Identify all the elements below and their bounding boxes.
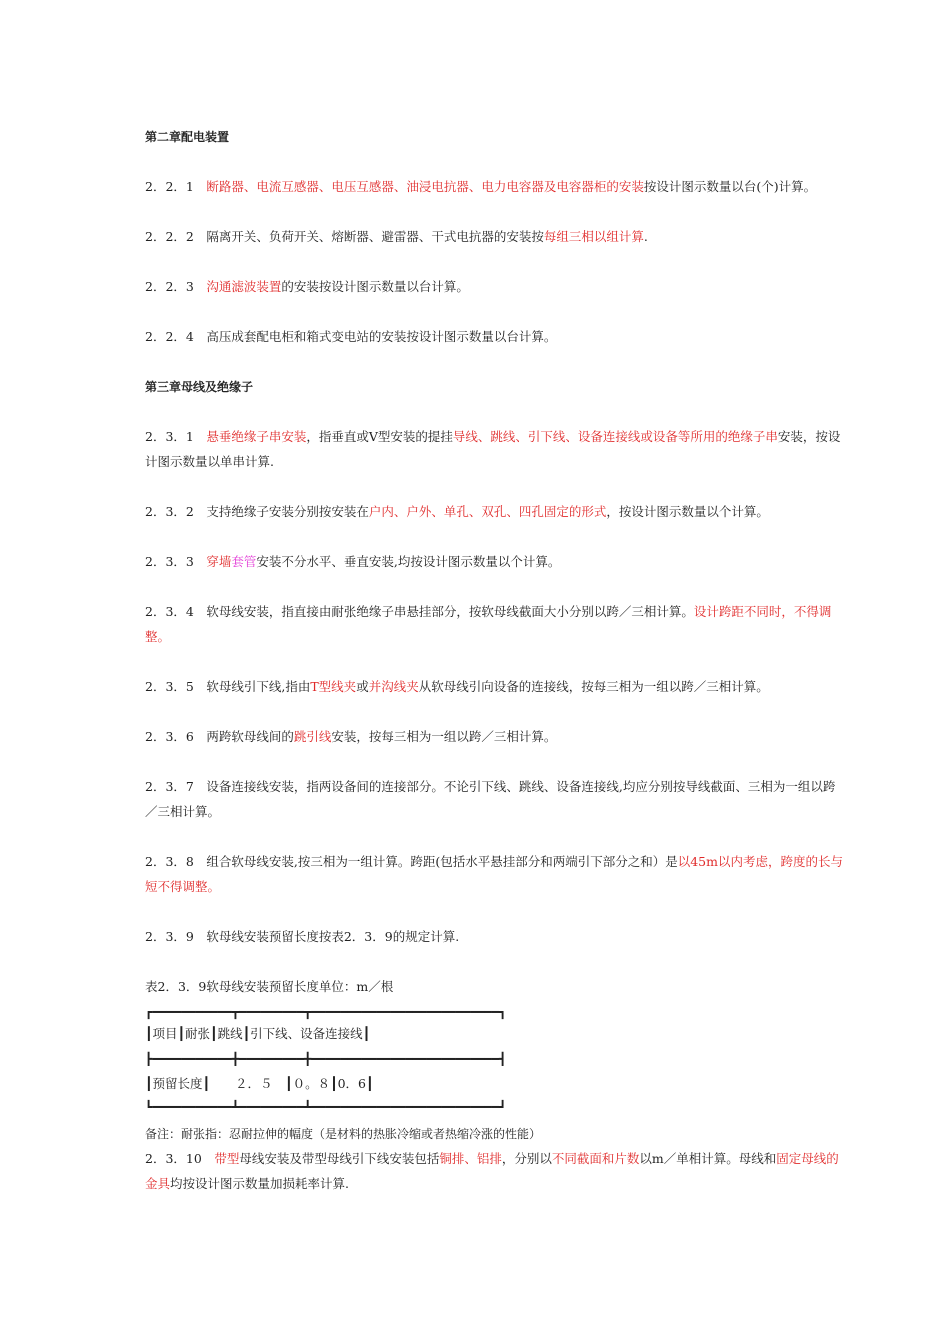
highlighted-text: 金具 — [145, 1176, 171, 1191]
text-span: 安装，按每三相为一组以跨／三相计算。 — [331, 729, 557, 744]
text-line — [145, 628, 170, 646]
text-span: 计图示数量以单串计算. — [145, 454, 274, 469]
text-line — [145, 678, 769, 696]
text-span: 安装不分水平、垂直安装,均按设计图示数量以个计算。 — [256, 554, 561, 569]
highlighted-text: 短不得调整。 — [145, 879, 221, 894]
text-span: 第二章配电装置 — [145, 130, 230, 144]
text-span: 均按设计图示数量加损耗率计算. — [170, 1176, 349, 1191]
text-span: 2．3．10 — [145, 1151, 215, 1166]
text-span: 2．3．3 — [145, 554, 207, 569]
text-line — [145, 928, 459, 946]
highlighted-text: 导线、跳线、引下线、设备连接线或设备等所用的绝缘子串 — [452, 429, 778, 444]
text-span: 2．2．3 — [145, 279, 207, 294]
text-line — [145, 1050, 506, 1068]
text-span: ┣━━━━━━━━━━━╋━━━━━━━━━╋━━━━━━━━━━━━━━━━━━━━━━━━━━┫ — [145, 1052, 507, 1066]
chapter-heading — [145, 128, 229, 146]
text-span: 第三章母线及绝缘子 — [145, 380, 254, 394]
text-line — [145, 1125, 541, 1143]
text-line — [145, 453, 274, 471]
highlighted-text: 户内、户外、单孔、双孔、四孔固定的形式 — [368, 504, 607, 519]
text-span: 从软母线引向设备的连接线，按每三相为一组以跨／三相计算。 — [418, 679, 769, 694]
text-line — [145, 428, 840, 446]
text-line — [145, 603, 831, 621]
highlighted-text: 跳引线 — [293, 729, 332, 744]
text-span: 2．3．8 组合软母线安装,按三相为一组计算。跨距(包括水平悬挂部分和两端引下部分之和）是 — [145, 854, 678, 869]
text-line — [145, 178, 816, 196]
text-span: ┃预留长度┃ ２．５ ┃０。８┃0．6┃ — [145, 1076, 374, 1091]
text-line — [145, 1075, 374, 1093]
text-span: 2．2．4 高压成套配电柜和箱式变电站的安装按设计图示数量以台计算。 — [145, 329, 557, 344]
text-span: 按设计图示数量以台(个)计算。 — [643, 179, 817, 194]
highlighted-text: 以45m以内考虑，跨度的长与 — [677, 854, 843, 869]
highlighted-text: 断路器、电流互感器、电压互感器、油浸电抗器、电力电容器及电容器柜的安装 — [206, 179, 644, 194]
text-span: 母线安装及带型母线引下线安装包括 — [239, 1151, 440, 1166]
text-line — [145, 278, 469, 296]
text-span: ／三相计算。 — [145, 804, 221, 819]
text-span: 2．3．9 软母线安装预留长度按表2．3．9的规定计算. — [145, 929, 460, 944]
text-line — [145, 1025, 370, 1043]
text-span: 或 — [356, 679, 369, 694]
highlighted-text: 穿墙 — [206, 554, 232, 569]
text-line — [145, 778, 835, 796]
text-line — [145, 1098, 506, 1116]
text-span: ┃项目┃耐张┃跳线┃引下线、设备连接线┃ — [145, 1026, 371, 1041]
text-span: 2．3．7 设备连接线安装，指两设备间的连接部分。不论引下线、跳线、设备连接线,均应分别按导线截面、三相为一组以跨 — [145, 779, 836, 794]
highlighted-text: 沟通滤波装置 — [206, 279, 282, 294]
text-span: 表2．3．9软母线安装预留长度单位：m／根 — [145, 979, 394, 994]
text-line — [145, 1175, 349, 1193]
highlighted-text: 整。 — [145, 629, 171, 644]
highlighted-text: 每组三相以组计算 — [543, 229, 644, 244]
text-line — [145, 803, 220, 821]
highlighted-text: 带型 — [214, 1151, 240, 1166]
text-line — [145, 978, 393, 996]
text-span: ┗━━━━━━━━━━━┻━━━━━━━━━┻━━━━━━━━━━━━━━━━━━━━━━━━━━┛ — [145, 1100, 507, 1114]
text-line — [145, 228, 648, 246]
text-span: ，指垂直或V型安装的提挂 — [306, 429, 453, 444]
highlighted-text: 不同截面和片数 — [551, 1151, 640, 1166]
text-span: 2．3．6 两跨软母线间的 — [145, 729, 294, 744]
text-span: ，按设计图示数量以个计算。 — [606, 504, 769, 519]
highlighted-text: 并沟线夹 — [368, 679, 419, 694]
highlighted-text: 悬垂绝缘子串安装 — [206, 429, 307, 444]
text-span: 安装，按设 — [777, 429, 841, 444]
text-span: ，分别以 — [501, 1151, 552, 1166]
text-span: 的安装按设计图示数量以台计算。 — [281, 279, 469, 294]
text-span: 2．3．2 支持绝缘子安装分别按安装在 — [145, 504, 369, 519]
text-span: 2．2．1 — [145, 179, 207, 194]
highlighted-text: 固定母线的 — [776, 1151, 839, 1166]
highlighted-text: T型线夹 — [310, 679, 357, 694]
highlighted-text: 铜排、铝排 — [439, 1151, 502, 1166]
text-line — [145, 553, 560, 571]
text-span: 2．3．5 软母线引下线,指由 — [145, 679, 311, 694]
text-span: 2．2．2 隔离开关、负荷开关、熔断器、避雷器、干式电抗器的安装按 — [145, 229, 544, 244]
text-line — [145, 1150, 839, 1168]
text-line — [145, 328, 556, 346]
text-span: 2．3．4 软母线安装，指直接由耐张绝缘子串悬挂部分，按软母线截面大小分别以跨／三相计算。 — [145, 604, 694, 619]
text-span: . — [643, 229, 648, 244]
text-line — [145, 853, 843, 871]
text-line — [145, 878, 220, 896]
text-span: 以m／单相计算。母线和 — [639, 1151, 777, 1166]
text-span: 2．3．1 — [145, 429, 207, 444]
highlighted-text: 套管 — [231, 554, 257, 569]
highlighted-text: 设计跨距不同时，不得调 — [693, 604, 832, 619]
text-span: ┏━━━━━━━━━━━┳━━━━━━━━━┳━━━━━━━━━━━━━━━━━━━━━━━━━━┓ — [145, 1005, 507, 1019]
text-line — [145, 1003, 506, 1021]
chapter-heading — [145, 378, 253, 396]
text-span: 备注：耐张指：忍耐拉伸的幅度（是材料的热胀冷缩或者热缩冷涨的性能） — [145, 1127, 542, 1141]
text-line — [145, 728, 556, 746]
text-line — [145, 503, 769, 521]
